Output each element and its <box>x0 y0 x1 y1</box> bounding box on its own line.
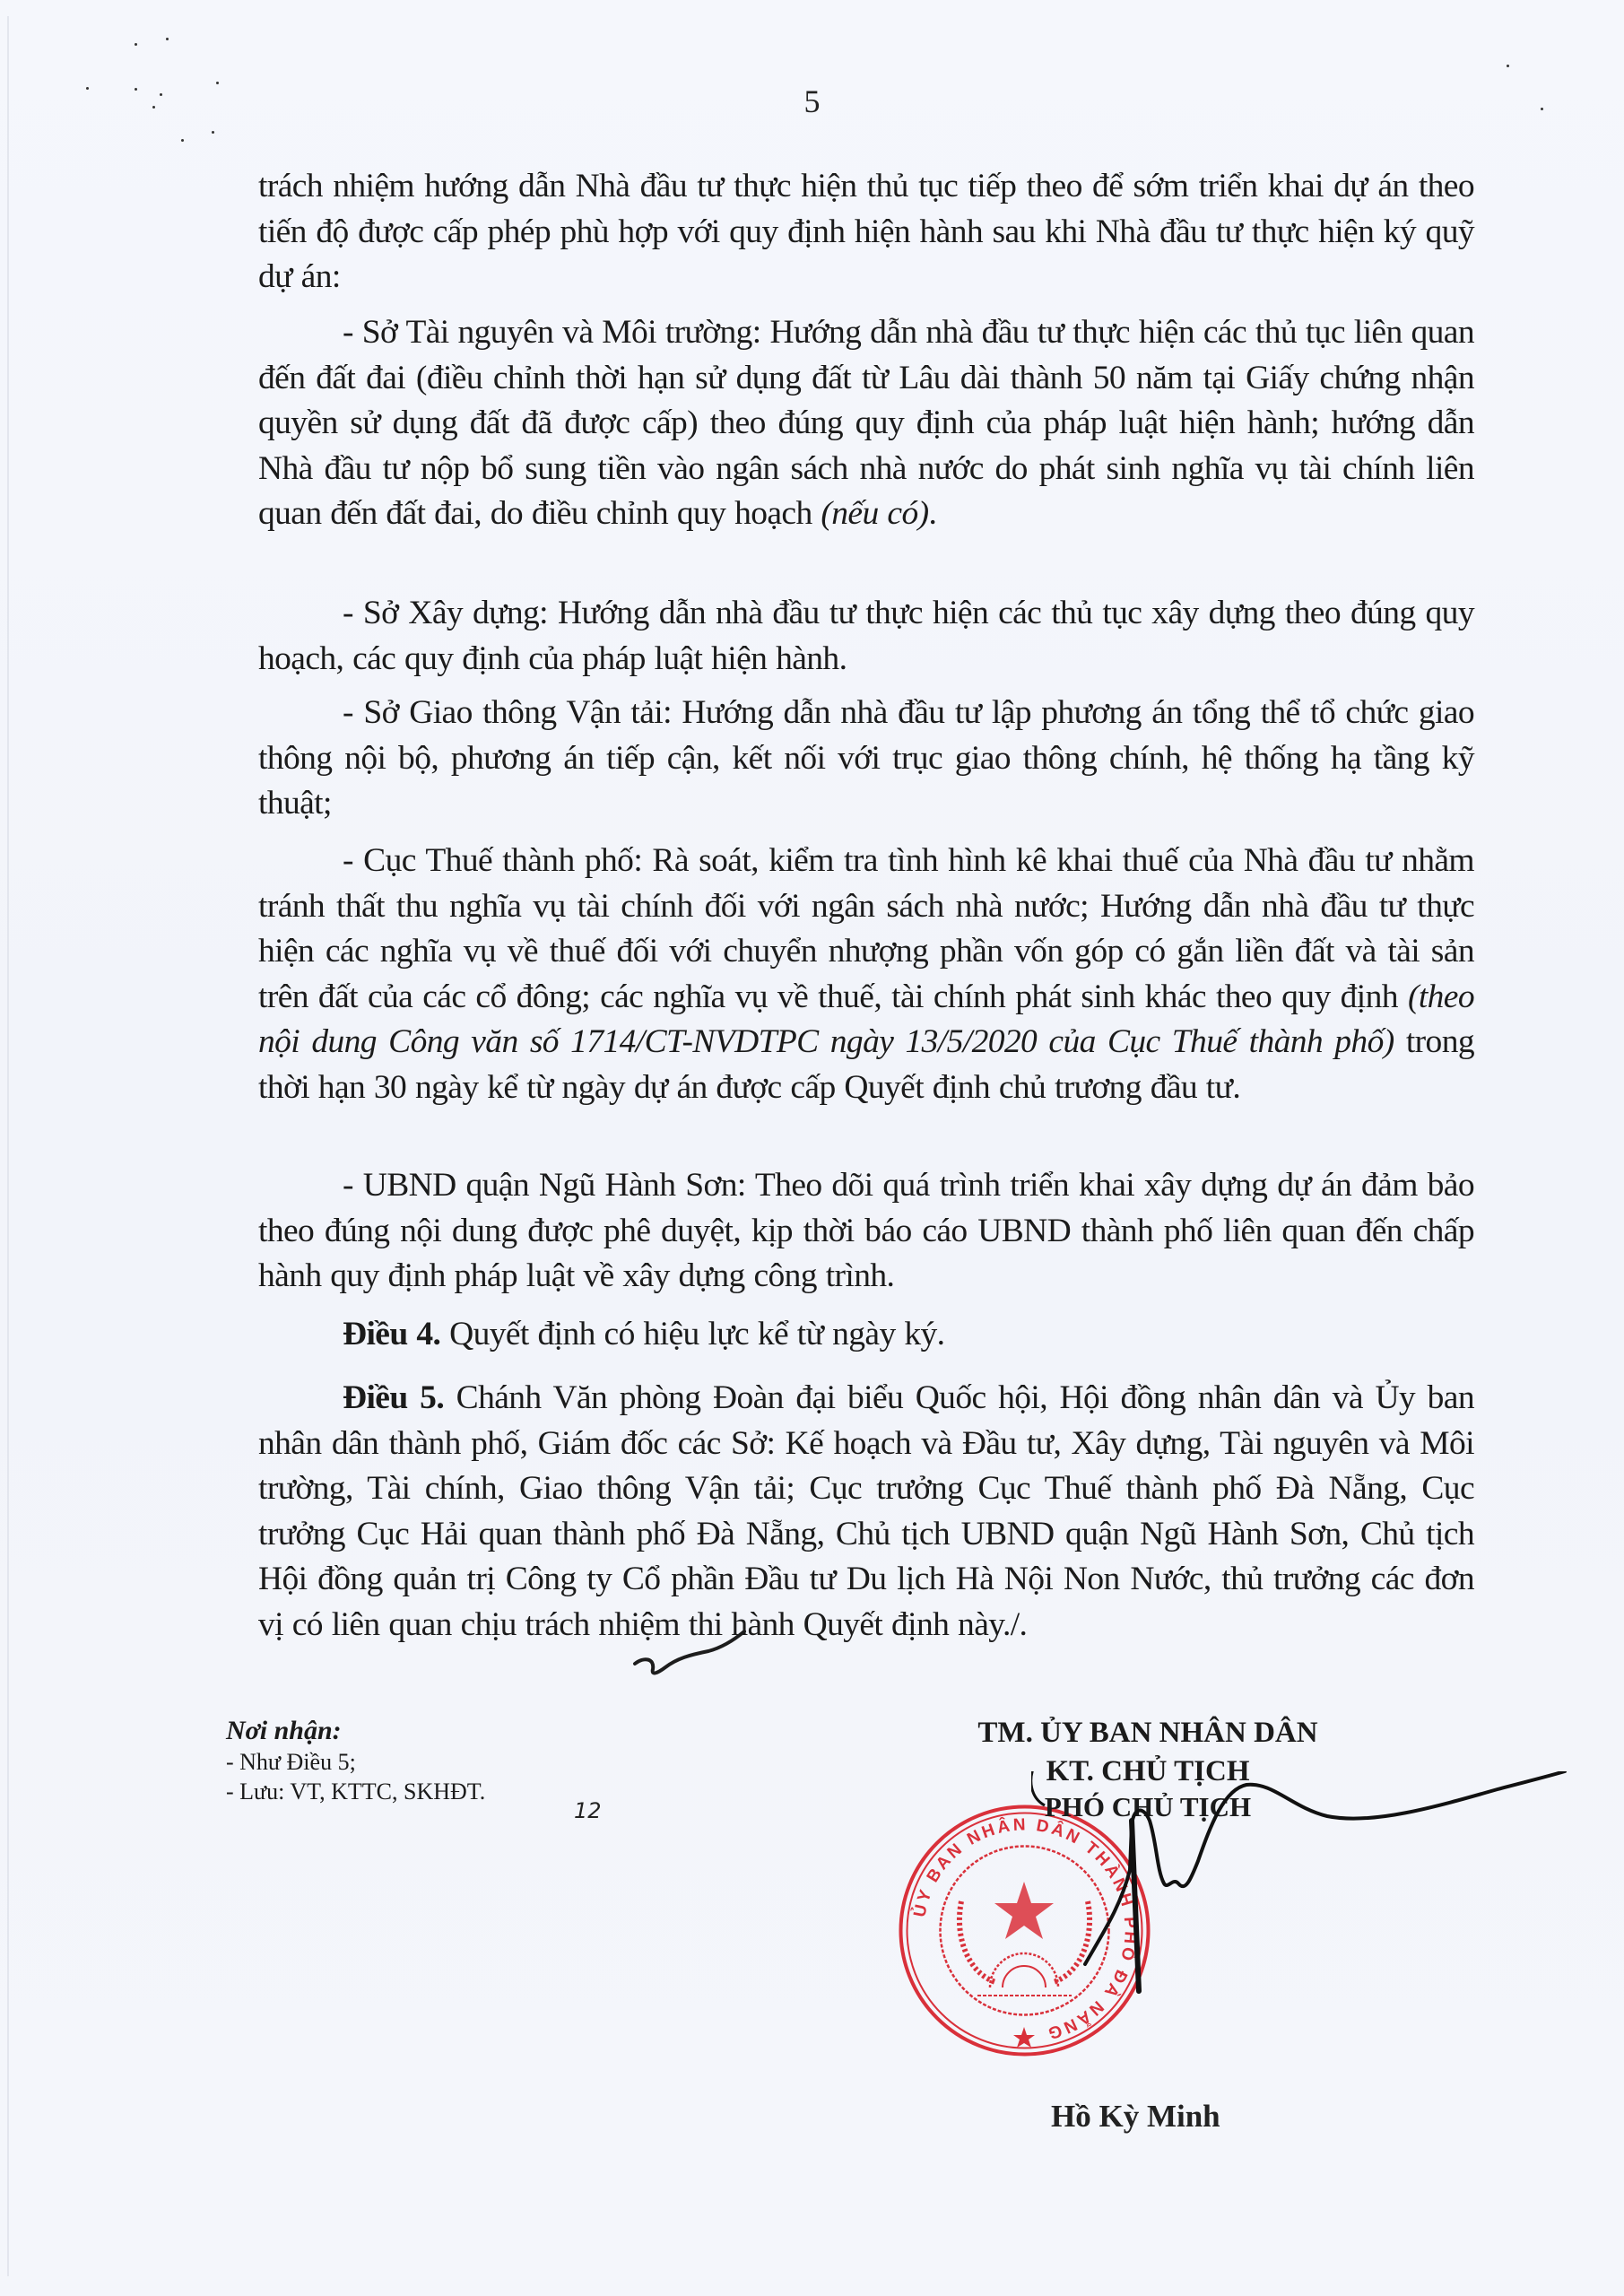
item-paragraph: - Sở Xây dựng: Hướng dẫn nhà đầu tư thực hiện các thủ tục xây dựng theo đúng quy hoạch, các quy định của pháp luật hiện hành. <box>258 595 1474 677</box>
item-xd <box>258 591 1474 682</box>
svg-text:ỦY BAN NHÂN DÂN THÀNH PHỐ ĐÀ N: ỦY BAN NHÂN DÂN THÀNH PHỐ ĐÀ NẴNG <box>910 1815 1140 2043</box>
article-5-text: Chánh Văn phòng Đoàn đại biểu Quốc hội, Hội đồng nhân dân và Ủy ban nhân dân thành phố, Giám đốc các Sở: Kế hoạch và Đầu tư, Xây dựng, Tài nguyên và Môi trường, Tài chính, Giao thông Vận tải; Cục trưởng Cục Thuế thành phố Đà Nẵng, Cục trưởng Cục Hải quan thành phố Đà Nẵng, Chủ tịch UBND quận Ngũ Hành Sơn, Chủ tịch Hội đồng quản trị Công ty Cổ phần Đầu tư Du lịch Hà Nội Non Nước, thủ trưởng các đơn vị có liên quan chịu trách nhiệm thi hành Quyết định này./. <box>258 1379 1474 1643</box>
intro-paragraph: trách nhiệm hướng dẫn Nhà đầu tư thực hiện thủ tục tiếp theo để sớm triển khai dự án theo tiến độ được cấp phép phù hợp với quy định hiện hành sau khi Nhà đầu tư thực hiện ký quỹ dự án: <box>258 168 1474 295</box>
signer-name: Hồ Kỳ Minh <box>1051 2099 1220 2134</box>
recipient-item: - Lưu: VT, KTTC, SKHĐT. <box>226 1779 486 1805</box>
body-intro <box>258 164 1474 300</box>
page-number: 5 <box>803 83 821 119</box>
item-gtvt <box>258 691 1474 827</box>
item-tnmt <box>258 310 1474 537</box>
article-5 <box>258 1376 1474 1648</box>
scan-edge <box>7 16 9 2276</box>
item-ubnd-quan <box>258 1163 1474 1300</box>
item-cuc-thue <box>258 839 1474 1110</box>
item-paragraph: - Sở Tài nguyên và Môi trường: Hướng dẫn nhà đầu tư thực hiện các thủ tục liên quan đến đất đai (điều chỉnh thời hạn sử dụng đất từ Lâu dài thành 50 năm tại Giấy chứng nhận quyền sử dụng đất đã được cấp) theo đúng quy định của pháp luật hiện hành; hướng dẫn Nhà đầu tư nộp bổ sung tiền vào ngân sách nhà nước do phát sinh nghĩa vụ tài chính liên quan đến đất đai, do điều chỉnh quy hoạch (nếu có). <box>258 314 1474 532</box>
recipients-block <box>226 1715 485 1806</box>
item-paragraph: - Sở Giao thông Vận tải: Hướng dẫn nhà đầu tư lập phương án tổng thể tổ chức giao thông nội bộ, phương án tiếp cận, kết nối với trục giao thông chính, hệ thống hạ tầng kỹ thuật; <box>258 694 1474 822</box>
article-5-label: Điều 5. <box>343 1379 445 1416</box>
signing-position-secondary: PHÓ CHỦ TỊCH <box>1044 1791 1252 1822</box>
item-paragraph: - UBND quận Ngũ Hành Sơn: Theo dõi quá trình triển khai xây dựng dự án đảm bảo theo đúng nội dung được phê duyệt, kịp thời báo cáo UBND thành phố liên quan đến chấp hành quy định pháp luật về xây dựng công trình. <box>258 1167 1474 1294</box>
signing-organization: TM. ỦY BAN NHÂN DÂN <box>977 1717 1318 1749</box>
recipient-item: - Như Điều 5; <box>226 1749 356 1775</box>
recipients-title: Nơi nhận: <box>226 1716 342 1745</box>
article-4 <box>258 1312 1474 1358</box>
item-paragraph: - Cục Thuế thành phố: Rà soát, kiểm tra tình hình kê khai thuế của Nhà đầu tư nhằm tránh thất thu nghĩa vụ tài chính đối với ngân sách nhà nước; Hướng dẫn nhà đầu tư thực hiện các nghĩa vụ về thuế đối với chuyển nhượng phần vốn góp có gắn liền đất và tài sản trên đất của các cổ đông; các nghĩa vụ về thuế, tài chính phát sinh khác theo quy định (theo nội dung Công văn số 1714/CT-NVDTPC ngày 13/5/2020 của Cục Thuế thành phố) trong thời hạn 30 ngày kể từ ngày dự án được cấp Quyết định chủ trương đầu tư. <box>258 842 1474 1106</box>
handwritten-note: 12 <box>574 1798 602 1823</box>
signing-position: KT. CHỦ TỊCH <box>1046 1755 1250 1787</box>
signature-icon <box>1031 1771 1569 2040</box>
article-4-label: Điều 4. <box>343 1316 441 1352</box>
initial-mark <box>628 1628 753 1691</box>
article-4-text: Quyết định có hiệu lực kể từ ngày ký. <box>440 1316 945 1352</box>
